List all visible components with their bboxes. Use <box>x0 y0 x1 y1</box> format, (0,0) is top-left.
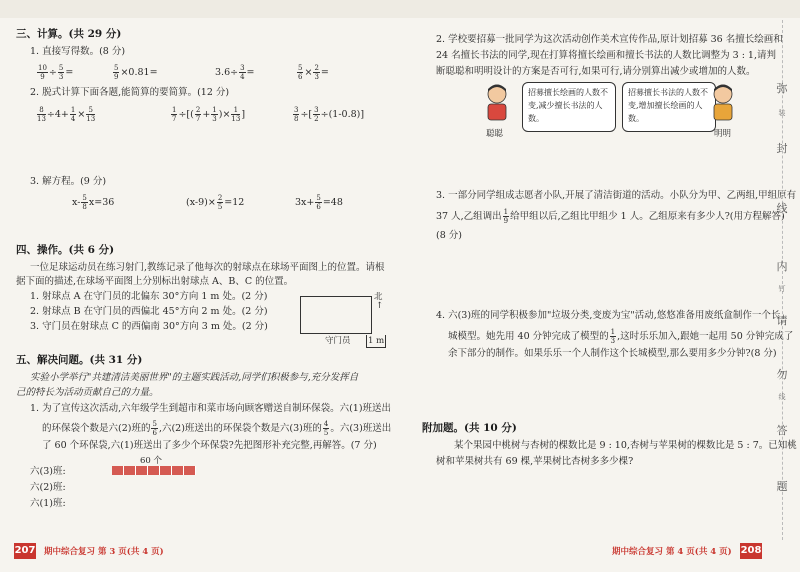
problem2-line-1: 2. 学校要招募一批同学为这次活动创作美术宣传作品,原计划招募 36 名擅长绘画和 <box>436 34 783 45</box>
section4-item-3: 3. 守门员在射球点 C 的西偏南 30°方向 3 m 处。(2 分) <box>30 321 268 332</box>
q1-label: 1. 直接写得数。(8 分) <box>30 46 126 57</box>
seal-char-1: 弥 <box>776 82 788 95</box>
north-arrow-icon: ↑ <box>376 301 384 311</box>
name-left: 聪聪 <box>486 129 504 139</box>
footer-left: 期中综合复习 第 3 页(共 4 页) <box>44 547 164 557</box>
class2-row-label: 六(2)班: <box>30 482 66 493</box>
section3-title: 三、计算。(共 29 分) <box>16 28 122 40</box>
section4-item-2: 2. 射球点 B 在守门员的西偏北 45°方向 2 m 处。(2 分) <box>30 306 268 317</box>
class3-row-label: 六(3)班: <box>30 466 66 477</box>
seal-char-2: 封 <box>776 142 788 155</box>
q3-item-2: (x-9)× $\frac{2}{5}$ =12 <box>186 194 245 211</box>
seal-char-8: 题 <box>776 480 788 493</box>
q3-label: 3. 解方程。(9 分) <box>30 176 107 187</box>
q1-item-2: $\frac{5}{9}$ ×0.81= <box>114 64 158 81</box>
q1-item-3: 3.6÷ $\frac{3}{4}$ = <box>215 64 255 81</box>
q1-item-1: $\frac{10}{9}$ ÷ $\frac{5}{3}$ = <box>38 64 74 81</box>
page-number-left: 207 <box>14 543 36 559</box>
field-plan-rect <box>300 296 372 334</box>
q2-item-1: $\frac{8}{13}$ ÷4+ $\frac{1}{4}$ × $\frac{5}{13}$ <box>37 106 96 123</box>
name-right: 明明 <box>714 129 732 139</box>
seal-small-2: 钉 <box>778 285 786 293</box>
seal-small-3: 线 <box>778 393 786 401</box>
right-page <box>400 0 800 572</box>
seal-char-7: 答 <box>776 424 788 437</box>
q3-item-3: 3x+ $\frac{5}{6}$ =48 <box>295 194 343 211</box>
section4-title: 四、操作。(共 6 分) <box>16 244 115 256</box>
problem4-line-3: 余下部分的制作。如果乐乐一个人制作这个长城模型,那么要用多少分钟?(8 分) <box>448 348 777 359</box>
north-label: 北 <box>374 292 383 302</box>
problem1-line-2: 的环保袋个数是六(2)班的 $\frac{5}{6}$ ,六(2)班送出的环保袋个数是六(3)班的 $\frac{4}{5}$ 。六(3)班送出 <box>42 420 392 437</box>
extra-title: 附加题。(共 10 分) <box>422 422 517 434</box>
section5-title: 五、解决问题。(共 31 分) <box>16 354 143 366</box>
section4-text-1: 一位足球运动员在练习射门,教练记录了他每次的射球点在球场平面图上的位置。请根 <box>30 262 385 273</box>
section4-item-1: 1. 射球点 A 在守门员的北偏东 30°方向 1 m 处。(2 分) <box>30 291 268 302</box>
section4-text-2: 据下面的描述,在球场平面图上分别标出射球点 A、B、C 的位置。 <box>16 276 294 287</box>
boy-right-icon <box>706 82 740 124</box>
seal-small-1: 装 <box>778 109 786 117</box>
problem3-line-3: (8 分) <box>436 230 462 241</box>
q1-item-4: $\frac{5}{6}$ × $\frac{2}{3}$ = <box>298 64 329 81</box>
footer-right: 期中综合复习 第 4 页(共 4 页) <box>612 547 732 557</box>
section5-intro-1: 实验小学举行"共建清洁美丽世界"的主题实践活动,同学们积极参与,充分发挥自 <box>30 372 359 383</box>
problem4-line-2: 城模型。她先用 40 分钟完成了模型的 $\frac{1}{3}$ ,这时乐乐加入,跟她一起用 50 分钟完成了 <box>448 328 794 345</box>
bar-total-label: 60 个 <box>140 456 163 466</box>
seal-char-6: 勿 <box>776 368 788 381</box>
speech-bubble-right: 招募擅长书法的人数不变,增加擅长绘画的人数。 <box>622 82 716 132</box>
class1-row-label: 六(1)班: <box>30 498 66 509</box>
section5-intro-2: 己的特长为活动贡献自己的力量。 <box>16 387 159 398</box>
q3-item-1: x- $\frac{5}{8}$ x=36 <box>72 194 115 211</box>
seal-char-4: 内 <box>776 260 788 273</box>
q2-label: 2. 脱式计算下面各题,能简算的要简算。(12 分) <box>30 87 230 98</box>
problem1-line-3: 了 60 个环保袋,六(1)班送出了多少个环保袋?先把图形补充完整,再解答。(7 分) <box>42 440 377 451</box>
problem2-line-2: 24 名擅长书法的同学,现在打算将擅长绘画和擅长书法的人数比调整为 3 : 1,请判 <box>436 50 776 61</box>
problem3-line-1: 3. 一部分同学组成志愿者小队,开展了清洁街道的活动。小队分为甲、乙两组,甲组原有 <box>436 190 797 201</box>
seal-char-5: 请 <box>776 314 788 327</box>
q2-item-2: $\frac{1}{7}$ ÷[( $\frac{2}{7}$ + $\frac{1}{3}$ )× $\frac{1}{13}$ ] <box>172 106 246 123</box>
seal-char-3: 线 <box>776 202 788 215</box>
page-number-right: 208 <box>740 543 762 559</box>
extra-line-2: 树和苹果树共有 69 棵,苹果树比杏树多多少棵? <box>436 456 634 467</box>
problem1-line-1: 1. 为了宣传这次活动,六年级学生到超市和菜市场向顾客赠送自制环保袋。六(1)班送出 <box>30 403 392 414</box>
boy-left-icon <box>480 82 514 124</box>
q2-item-3: $\frac{3}{8}$ ÷[ $\frac{3}{2}$ ÷(1-0.8)] <box>294 106 365 123</box>
goalkeeper-label: 守门员 <box>325 336 351 346</box>
class3-bar <box>112 466 196 475</box>
speech-bubble-left: 招募擅长绘画的人数不变,减少擅长书法的人数。 <box>522 82 616 132</box>
scale-bar: 1 m <box>368 336 385 346</box>
extra-line-1: 某个果园中桃树与杏树的棵数比是 9 : 10,杏树与苹果树的棵数比是 5 : 7。已知桃 <box>454 440 797 451</box>
problem3-line-2: 37 人,乙组调出 $\frac{1}{9}$ 给甲组以后,乙组比甲组少 1 人。乙组原来有多少人?(用方程解答) <box>436 208 785 225</box>
seal-line <box>782 20 783 540</box>
problem4-line-1: 4. 六(3)班的同学积极参加"垃圾分类,变废为宝"活动,悠悠准备用废纸盒制作一个长 <box>436 310 781 321</box>
problem2-line-3: 断聪聪和明明设计的方案是否可行,如果可行,请分别算出减少或增加的人数。 <box>436 66 756 77</box>
